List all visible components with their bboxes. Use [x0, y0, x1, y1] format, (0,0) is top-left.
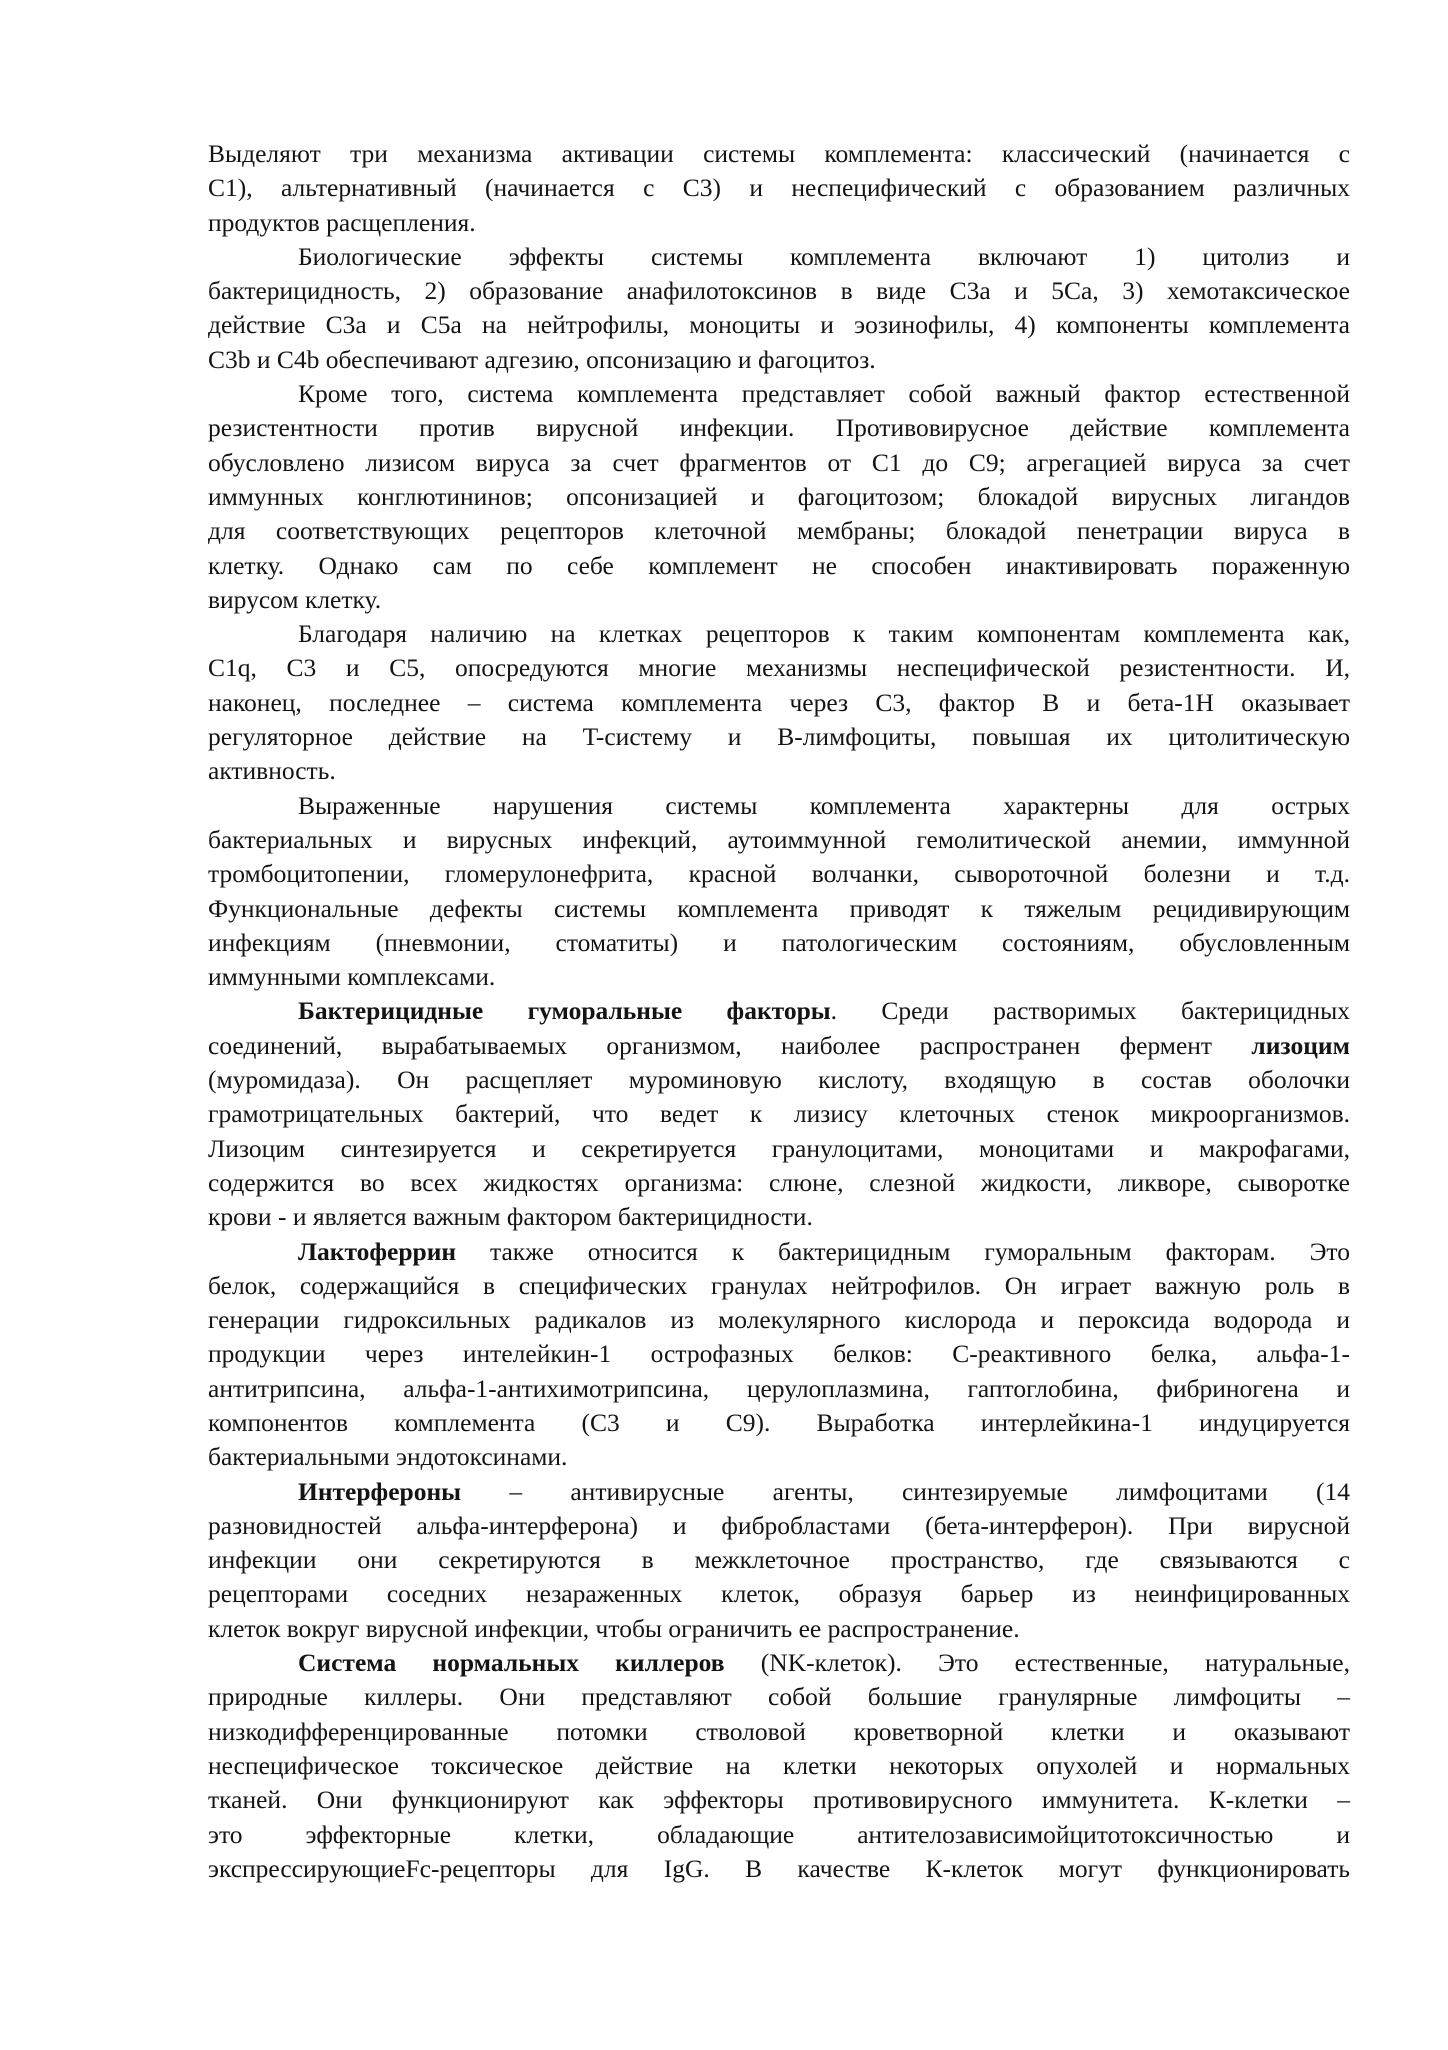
line-text: Биологические эффекты системы комплемента включают 1) цитолиз и — [298, 241, 1350, 271]
line-text: продукции через интелейкин-1 острофазных белков: C-реактивного белка, альфа-1- — [208, 1339, 1350, 1369]
line-text: крови - и является важным фактором бактерицидности. — [208, 1202, 813, 1232]
line-text: регуляторное действие на T-систему и B-лимфоциты, повышая их цитолитическую — [208, 722, 1350, 752]
bold-term: Интерфероны — [298, 1476, 462, 1506]
text-line — [208, 651, 1350, 685]
text-line — [208, 1818, 1350, 1852]
text-line — [208, 1475, 1350, 1509]
text-line — [208, 1680, 1350, 1714]
line-text: экспрессирующиеFc-рецепторы для IgG. В качестве К-клеток могут функционировать — [208, 1853, 1350, 1883]
line-text: C1), альтернативный (начинается с C3) и неспецифический с образованием различных — [208, 173, 1350, 203]
line-text: природные киллеры. Они представляют собой большие гранулярные лимфоциты – — [208, 1682, 1350, 1712]
text-line — [208, 1440, 1350, 1474]
text-line — [208, 446, 1350, 480]
line-text: белок, содержащийся в специфических гранулах нейтрофилов. Он играет важную роль в — [208, 1270, 1350, 1300]
text-line — [208, 720, 1350, 754]
text-line — [208, 1406, 1350, 1440]
text-line — [208, 514, 1350, 548]
text-line — [208, 240, 1350, 274]
text-line — [208, 1577, 1350, 1611]
text-line — [208, 171, 1350, 205]
text-line — [208, 1029, 1350, 1063]
text-line — [208, 1372, 1350, 1406]
text-line — [208, 892, 1350, 926]
bold-term: лизоцим — [1251, 1030, 1350, 1060]
text-line — [208, 1235, 1350, 1269]
line-text: бактерицидность, 2) образование анафилотоксинов в виде C3a и 5Ca, 3) хемотаксическое — [208, 276, 1350, 306]
line-text: C1q, C3 и C5, опосредуются многие механизмы неспецифической резистентности. И, — [208, 653, 1350, 683]
text-line — [208, 343, 1350, 377]
line-text: – антивирусные агенты, синтезируемые лимфоцитами (14 — [461, 1476, 1350, 1506]
line-text: вирусом клетку. — [208, 584, 382, 614]
line-text: активность. — [208, 756, 336, 786]
line-text: Выделяют три механизма активации системы комплемента: классический (начинается с — [208, 139, 1350, 168]
line-text: (NK-клеток). Это естественные, натуральные, — [724, 1648, 1351, 1678]
line-text: генерации гидроксильных радикалов из молекулярного кислорода и пероксида водорода и — [208, 1305, 1350, 1335]
text-line — [208, 411, 1350, 445]
text-line — [208, 1749, 1350, 1783]
text-line — [208, 1200, 1350, 1234]
text-line — [208, 549, 1350, 583]
text-line — [208, 1337, 1350, 1371]
text-line — [208, 926, 1350, 960]
line-text: содержится во всех жидкостях организма: слюне, слезной жидкости, ликворе, сыворотке — [208, 1167, 1350, 1197]
text-line — [208, 1132, 1350, 1166]
line-text: грамотрицательных бактерий, что ведет к лизису клеточных стенок микроорганизмов. — [208, 1099, 1350, 1129]
line-text: для соответствующих рецепторов клеточной мембраны; блокадой пенетрации вируса в — [208, 516, 1350, 546]
text-line — [208, 1715, 1350, 1749]
line-text: иммунными комплексами. — [208, 962, 496, 992]
text-line — [208, 274, 1350, 308]
line-text: низкодифференцированные потомки стволовой кроветворной клетки и оказывают — [208, 1716, 1350, 1746]
text-line — [208, 1612, 1350, 1646]
text-line — [208, 1097, 1350, 1131]
line-text: Кроме того, система комплемента представляет собой важный фактор естественной — [298, 379, 1350, 409]
bold-term: Лактоферрин — [298, 1236, 457, 1266]
bold-term: Бактерицидные гуморальные факторы — [298, 996, 831, 1026]
text-line — [208, 1063, 1350, 1097]
line-text: разновидностей альфа-интерферона) и фибробластами (бета-интерферон). При вирусной — [208, 1510, 1350, 1540]
line-text: бактериальными эндотоксинами. — [208, 1442, 568, 1472]
text-line — [208, 960, 1350, 994]
line-text: наконец, последнее – система комплемента через C3, фактор B и бета-1H оказывает — [208, 687, 1350, 717]
text-line — [208, 1543, 1350, 1577]
text-line — [208, 1852, 1350, 1886]
line-text: это эффекторные клетки, обладающие антителозависимойцитотоксичностью и — [208, 1819, 1350, 1849]
bold-term: Система нормальных киллеров — [298, 1648, 725, 1678]
text-line — [208, 583, 1350, 617]
text-line — [208, 377, 1350, 411]
line-text: неспецифическое токсическое действие на клетки некоторых опухолей и нормальных — [208, 1750, 1350, 1780]
text-line — [208, 857, 1350, 891]
line-text: (муромидаза). Он расщепляет муроминовую кислоту, входящую в состав оболочки — [208, 1065, 1350, 1095]
line-text: . Среди растворимых бактерицидных — [830, 996, 1350, 1026]
line-text: рецепторами соседних незараженных клеток, образуя барьер из неинфицированных — [208, 1579, 1350, 1609]
line-text: антитрипсина, альфа-1-антихимотрипсина, церулоплазмина, гаптоглобина, фибриногена и — [208, 1373, 1350, 1403]
text-line — [208, 1303, 1350, 1337]
text-line — [208, 480, 1350, 514]
line-text: клеток вокруг вирусной инфекции, чтобы ограничить ее распространение. — [208, 1613, 1020, 1643]
line-text: Лизоцим синтезируется и секретируется гранулоцитами, моноцитами и макрофагами, — [208, 1133, 1350, 1163]
text-line — [208, 1509, 1350, 1543]
line-text: тканей. Они функционируют как эффекторы противовирусного иммунитета. К-клетки – — [208, 1785, 1350, 1815]
line-text: также относится к бактерицидным гуморальным факторам. Это — [456, 1236, 1350, 1266]
line-text: действие C3a и C5a на нейтрофилы, моноциты и эозинофилы, 4) компоненты комплемента — [208, 310, 1350, 340]
line-text: обусловлено лизисом вируса за счет фрагментов от C1 до C9; агрегацией вируса за счет — [208, 447, 1350, 477]
text-line — [208, 206, 1350, 240]
line-text: бактериальных и вирусных инфекций, аутоиммунной гемолитической анемии, иммунной — [208, 824, 1350, 854]
line-text: клетку. Однако сам по себе комплемент не способен инактивировать пораженную — [208, 550, 1350, 580]
line-text: соединений, вырабатываемых организмом, наиболее распространен фермент — [208, 1030, 1252, 1060]
line-text: резистентности против вирусной инфекции. Противовирусное действие комплемента — [208, 413, 1350, 443]
text-line — [208, 308, 1350, 342]
text-line — [208, 137, 1350, 171]
line-text: Функциональные дефекты системы комплемента приводят к тяжелым рецидивирующим — [208, 893, 1350, 923]
line-text: Выраженные нарушения системы комплемента характерны для острых — [298, 790, 1350, 820]
line-text: Благодаря наличию на клетках рецепторов к таким компонентам комплемента как, — [298, 619, 1350, 649]
text-line — [208, 1646, 1350, 1680]
text-line — [208, 1166, 1350, 1200]
line-text: компонентов комплемента (C3 и C9). Выработка интерлейкина-1 индуцируется — [208, 1407, 1350, 1437]
text-line — [208, 994, 1350, 1028]
line-text: продуктов расщепления. — [208, 207, 476, 237]
text-line — [208, 754, 1350, 788]
line-text: тромбоцитопении, гломерулонефрита, красной волчанки, сывороточной болезни и т.д. — [208, 859, 1350, 889]
text-line — [208, 789, 1350, 823]
text-line — [208, 1269, 1350, 1303]
text-line — [208, 823, 1350, 857]
text-line — [208, 1783, 1350, 1817]
line-text: инфекции они секретируются в межклеточное пространство, где связываются с — [208, 1545, 1350, 1575]
line-text: иммунных конглютининов; опсонизацией и фагоцитозом; блокадой вирусных лигандов — [208, 481, 1350, 511]
document-page — [208, 137, 1350, 1886]
text-line — [208, 617, 1350, 651]
text-line — [208, 686, 1350, 720]
line-text: C3b и C4b обеспечивают адгезию, опсонизацию и фагоцитоз. — [208, 344, 876, 374]
line-text: инфекциям (пневмонии, стоматиты) и патологическим состояниям, обусловленным — [208, 927, 1350, 957]
